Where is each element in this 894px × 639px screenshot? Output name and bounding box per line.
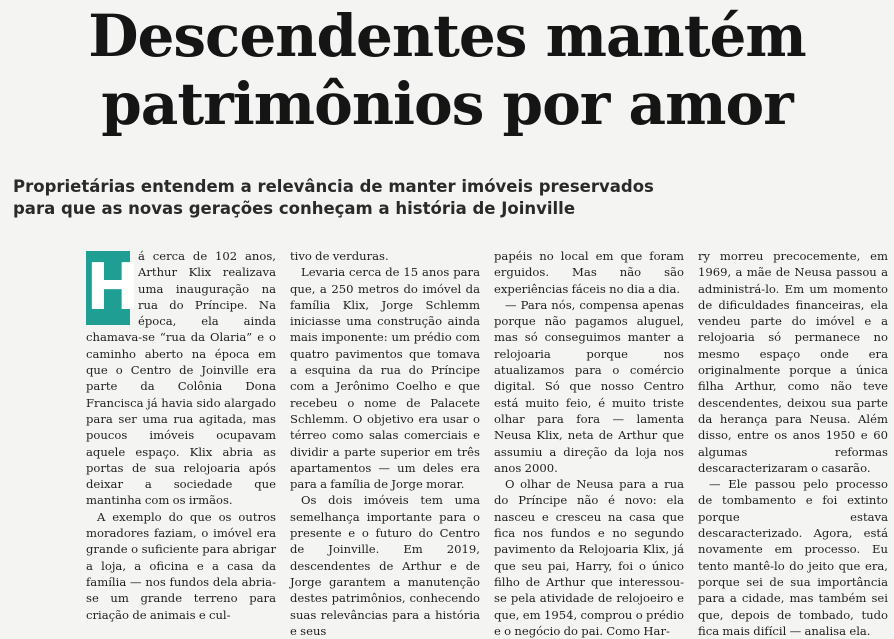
article-column-3 <box>494 248 684 638</box>
article-body <box>86 248 888 638</box>
article-paragraph: tivo de verduras. <box>290 249 389 263</box>
headline <box>0 2 894 138</box>
headline-line-1: Descendentes mantém <box>88 2 806 70</box>
article-paragraph: papéis no local em que foram erguidos. Mas não são experiências fáceis no dia a dia. <box>494 249 684 296</box>
article-paragraph: ry morreu precocemente, em 1969, a mãe de Neusa passou a administrá-lo. Em um momento de dificuldades financeiras, ela vendeu parte do imóvel e a relojoaria só permanece no mesmo espaço onde era originalmente porque a única filha Arthur, como não teve descendentes, deixou sua parte da herança para Neusa. Além disso, entre os anos 1950 e 60 algumas reformas descaracterizaram o casarão. <box>698 249 888 475</box>
article-column-1 <box>86 248 276 625</box>
article-paragraph: A exemplo do que os outros moradores faziam, o imóvel era grande o suficiente para abrigar a loja, a oficina e a casa da família — nos fundos dela abria-se um grande terreno para criação de animais e cul- <box>86 509 276 622</box>
article-column-2 <box>290 248 480 638</box>
article-paragraph: — Para nós, compensa apenas porque não pagamos aluguel, mas só conseguimos manter a relojoaria porque nos atualizamos para o comércio digital. Só que nosso Centro está muito feio, é muito triste olhar para fora — lamenta Neusa Klix, neta de Arthur que assumiu a direção da loja nos anos 2000. <box>494 297 684 475</box>
article-paragraph: Os dois imóveis tem uma semelhança importante para o presente e o futuro do Centro de Joinville. Em 2019, descendentes de Arthur e de Jorge garantem a manutenção destes patrimônios, conhecendo suas relevâncias para a história e seus <box>290 493 480 638</box>
subheadline-line-1: Proprietárias entendem a relevância de manter imóveis preservados <box>13 177 654 196</box>
subheadline-line-2: para que as novas gerações conheçam a história de Joinville <box>13 199 576 218</box>
subheadline <box>13 176 883 220</box>
article-paragraph <box>86 248 276 509</box>
article-paragraph: Levaria cerca de 15 anos para que, a 250 metros do imóvel da família Klix, Jorge Schlemm iniciasse uma construção ainda mais imponente: um prédio com quatro pavimentos que tomava a esquina da rua do Príncipe com a Jerônimo Coelho e que recebeu o nome de Palacete Schlemm. O objetivo era usar o térreo como salas comerciais e dividir a parte superior em três apartamentos — um deles era para a família de Jorge morar. <box>290 265 480 492</box>
headline-line-2: patrimônios por amor <box>101 70 793 138</box>
article-paragraph: O olhar de Neusa para a rua do Príncipe não é novo: ela nasceu e cresceu na casa que fica nos fundos e no segundo pavimento da Relojoaria Klix, já que seu pai, Harry, foi o único filho de Arthur que interessou-se pela atividade de relojoeiro e que, em 1954, comprou o prédio e o negócio do pai. Como Har- <box>494 477 684 638</box>
paragraph-text: á cerca de 102 anos, Arthur Klix realizava uma inauguração na rua do Príncipe. Na época, ela ainda chamava-se “rua da Olaria” e o caminho aberto na época em que o Centro de Joinville era parte da Colônia Dona Francisca já havia sido alargado para ser uma rua agitada, mas poucos imóveis ocupavam aquele espaço. Klix abria as portas de sua relojoaria após deixar a sociedade que mantinha com os irmãos. <box>86 249 276 508</box>
article-paragraph: — Ele passou pelo processo de tombamento e foi extinto porque estava descaracterizado. Agora, está novamente em processo. Eu tento mantê-lo do jeito que era, porque sei de sua importância para a cidade, mas também sei que, depois de tombado, tudo fica mais difícil — analisa ela. <box>698 477 888 638</box>
article-column-4 <box>698 248 888 638</box>
drop-cap: H <box>86 251 140 325</box>
